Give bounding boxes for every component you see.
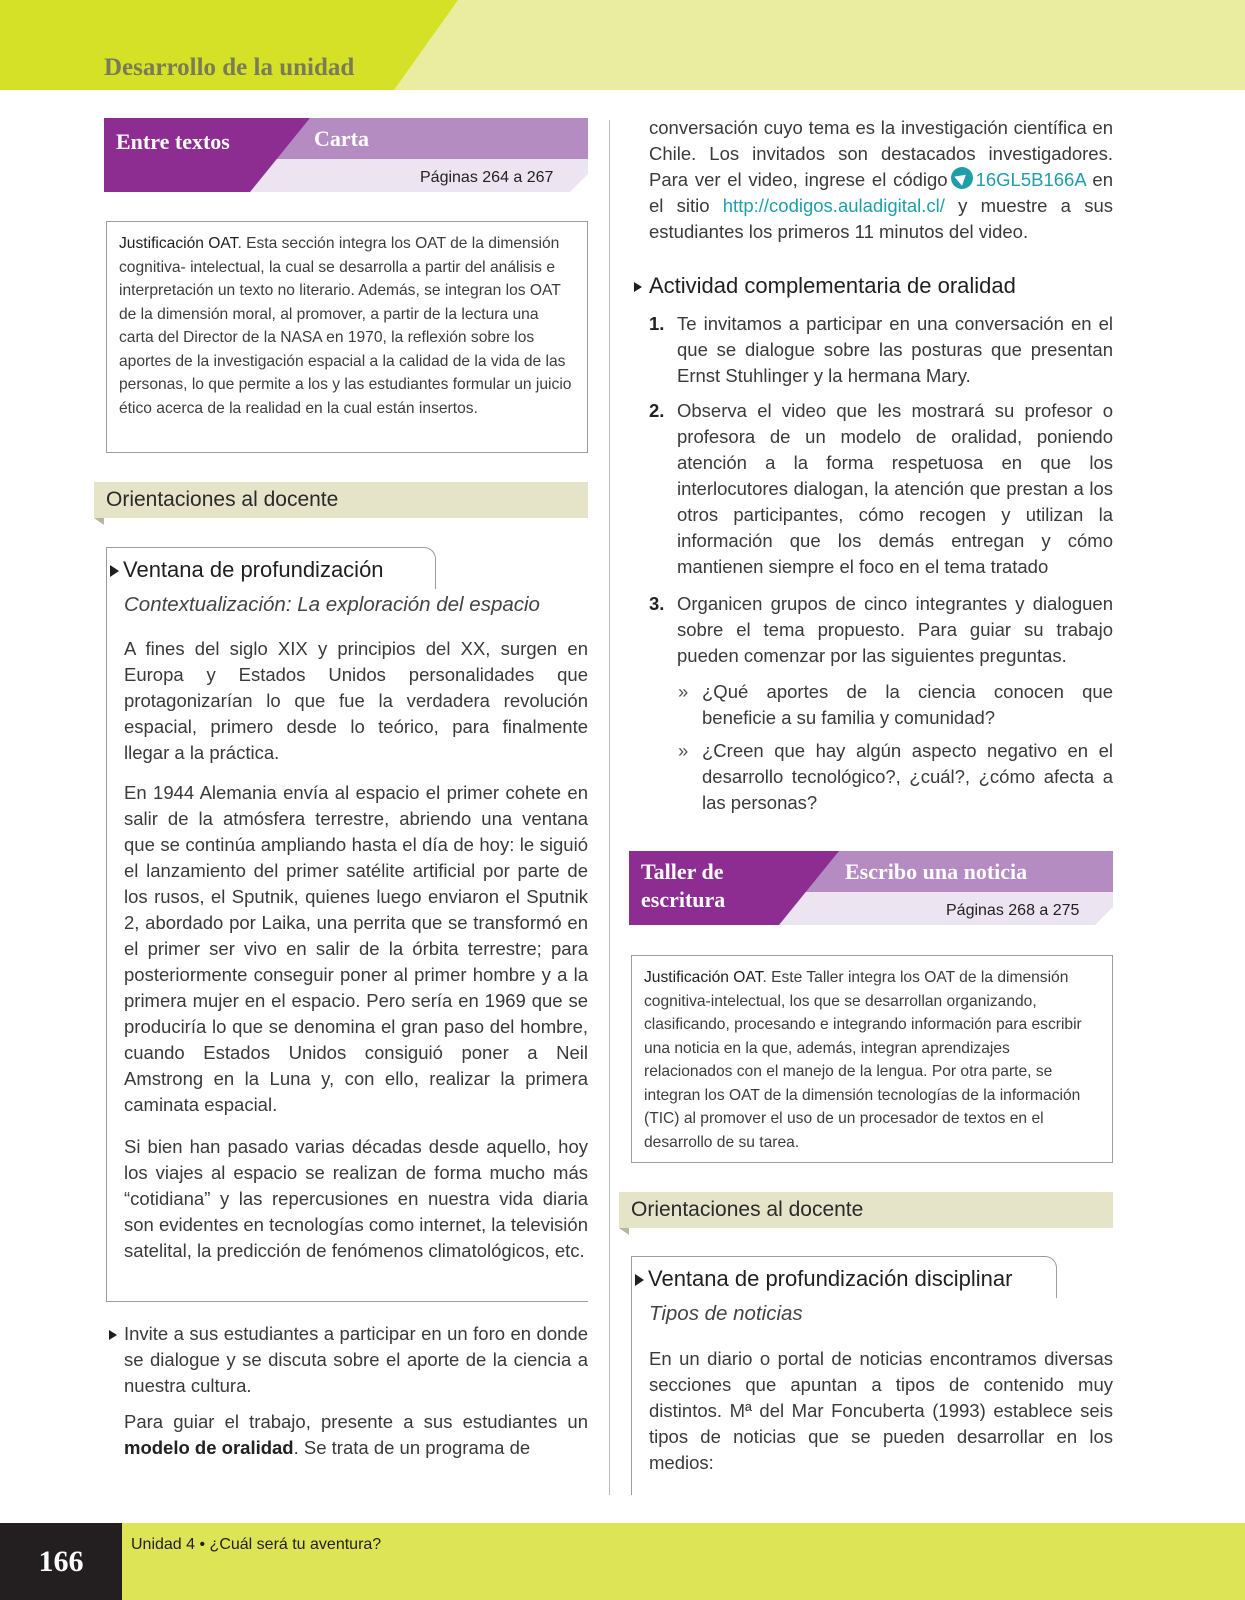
activity-item-1: 1. Te invitamos a participar en una conversación en el que se dialogue sobre las posturas que presentan Ernst Stuhlinger y la hermana Mary. — [649, 313, 1113, 386]
banner-subtitle: Carta — [314, 126, 369, 151]
justification-lead: Justificación OAT — [644, 969, 763, 986]
triangle-bullet-icon — [109, 1330, 117, 1340]
ventana-subtitle: Tipos de noticias — [649, 1302, 803, 1325]
ventana-paragraph-1: A fines del siglo XIX y principios del XX, surgen en Europa y Estados Unidos personalidades que protagonizarían lo que fue la verdadera revolución espacial, primero desde lo teórico, para finalmente llegar a la práctica. — [124, 638, 588, 763]
justification-box — [631, 955, 1113, 1163]
question-item-2: » ¿Creen que hay algún aspecto negativo en el desarrollo tecnológico?, ¿cuál?, ¿cómo afecta a las personas? — [678, 740, 1113, 813]
ventana-subtitle: Contextualización: La exploración del espacio — [124, 593, 540, 616]
activity-item-2: 2. Observa el video que les mostrará su profesor o profesora de un modelo de oralidad, poniendo atención a la forma respetuosa en que los interlocutores dialogan, la atención que prestan a los otros participantes, cómo recogen y utilizan la información que los demás entregan y cómo mantienen siempre el foco en el tema tratado — [649, 400, 1113, 577]
ventana-frame — [631, 1295, 632, 1495]
modelo-oralidad-term: modelo de oralidad — [124, 1437, 294, 1458]
justification-box — [106, 221, 588, 453]
banner-title-line-1: Taller de — [641, 859, 724, 884]
orientaciones-label: Orientaciones al docente — [106, 488, 339, 511]
banner-subtitle: Escribo una noticia — [845, 859, 1028, 884]
triangle-bullet-icon — [635, 1274, 644, 1286]
banner-pages: Páginas 268 a 275 — [946, 902, 1080, 919]
banner-pages: Páginas 264 a 267 — [420, 169, 554, 186]
ventana-tab — [106, 547, 436, 589]
ventana-title: Ventana de profundización disciplinar — [648, 1266, 1013, 1291]
ventana-paragraph-2: En 1944 Alemania envía al espacio el primer cohete en salir de la atmósfera terrestre, abriendo una ventana que se continúa ampliando hasta el día de hoy: le siguió el lanzamiento del primer satélite artificial por parte de los rusos, el Sputnik, quienes luego enviaron el Sputnik 2, abordado por Laika, una perrita que se transformó en el primer ser vivo en salir de la órbita terrestre; para posteriormente conseguir poner al primer hombre y a la primera mujer en el espacio. Pero sería en 1969 que se produciría lo que se denomina el gran paso del hombre, cuando Estados Unidos consiguió poner a Neil Amstrong en la Luna y, con ello, realizar la primera caminata espacial. — [124, 782, 588, 1115]
justification-lead: Justificación OAT — [119, 235, 238, 252]
question-item-1: » ¿Qué aportes de la ciencia conocen que beneficie a su familia y comunidad? — [678, 681, 1113, 728]
codigos-url-link[interactable]: http://codigos.auladigital.cl/ — [722, 195, 945, 216]
continuation-paragraph: conversación cuyo tema es la investigación científica en Chile. Los invitados son destacados investigadores. Para ver el video, ingrese el código 16GL5B166A en el sitio http://codigos.auladigital.cl/ y muestre a sus estudiantes los primeros 11 minutos del video. — [649, 117, 1113, 242]
banner-title: Entre textos — [116, 129, 230, 154]
ventana-tab — [631, 1256, 1057, 1298]
entre-textos-banner — [104, 118, 588, 192]
page-number: 166 — [0, 1523, 122, 1600]
banner-title-line-2: escritura — [641, 887, 726, 912]
unit-title: Desarrollo de la unidad — [104, 54, 355, 81]
orientaciones-heading — [619, 1192, 1113, 1228]
ventana-paragraph-1: En un diario o portal de noticias encontramos diversas secciones que apuntan a tipos de contenido muy distintos. Mª del Mar Foncuberta (1993) establece seis tipos de noticias que se pueden desarrollar en los medios: — [649, 1348, 1113, 1473]
code-arrow-icon — [951, 167, 973, 189]
orientaciones-heading — [94, 482, 588, 518]
triangle-bullet-icon — [110, 565, 119, 577]
activity-item-3: 3. Organicen grupos de cinco integrantes y dialoguen sobre el tema propuesto. Para guiar su trabajo pueden comenzar por las siguientes preguntas. — [649, 593, 1113, 666]
activity-heading: Actividad complementaria de oralidad — [649, 273, 1016, 299]
ventana-title: Ventana de profundización — [123, 557, 384, 582]
heading-fold — [619, 1228, 629, 1235]
video-code[interactable]: 16GL5B166A — [975, 169, 1086, 190]
ventana-paragraph-3: Si bien han pasado varias décadas desde aquello, hoy los viajes al espacio se realizan de forma mucho más “cotidiana” y las repercusiones en nuestra vida diaria son evidentes en tecnologías como internet, la televisión satelital, la predicción de fenómenos climatológicos, etc. — [124, 1136, 588, 1261]
footer-band — [0, 1523, 1245, 1600]
justification-text: . Este Taller integra los OAT de la dimensión cognitiva-intelectual, los que se desarrollan organizando, clasificando, procesando e integrando información para escribir una noticia en la que, además, integran aprendizajes relacionados con el manejo de la lengua. Por otra parte, se integran los OAT de la dimensión tecnologías de la información (TIC) al promover el uso de un procesador de textos en el desarrollo de su tarea. — [644, 969, 1082, 1151]
column-divider — [609, 120, 610, 1495]
invite-paragraph: Invite a sus estudiantes a participar en un foro en donde se dialogue y se discuta sobre el aporte de la ciencia a nuestra cultura. — [124, 1323, 588, 1396]
heading-fold — [94, 518, 104, 525]
taller-escritura-banner — [629, 851, 1113, 925]
guide-paragraph: Para guiar el trabajo, presente a sus estudiantes un modelo de oralidad. Se trata de un programa de — [124, 1411, 588, 1458]
orientaciones-label: Orientaciones al docente — [631, 1198, 864, 1221]
triangle-bullet-icon — [634, 282, 642, 292]
footer-unit-label: Unidad 4 • ¿Cuál será tu aventura? — [131, 1536, 382, 1553]
justification-text: . Esta sección integra los OAT de la dimensión cognitiva- intelectual, la cual se desarrolla a partir del análisis e interpretación un texto no literario. Además, se integran los OAT de la dimensión moral, al promover, a partir de la lectura una carta del Director de la NASA en 1970, la reflexión sobre los aportes de la investigación espacial a la calidad de la vida de las personas, lo que permite a los y las estudiantes formular un juicio ético acerca de la realidad en la cual están insertos. — [119, 235, 572, 417]
